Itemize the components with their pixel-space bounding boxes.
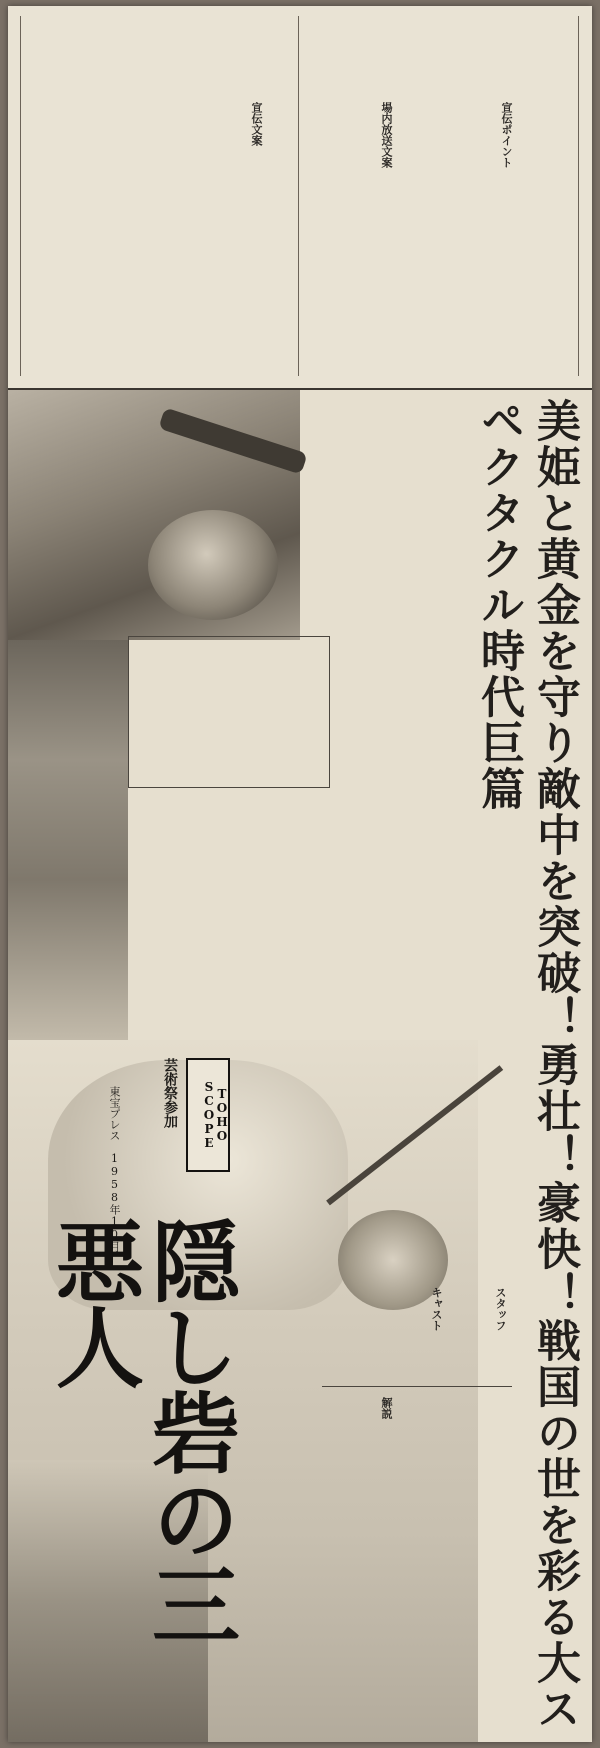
tohoscope-badge: TOHO SCOPE: [186, 1058, 230, 1172]
staff-label: スタッフ: [494, 1287, 507, 1331]
festival-label: 芸術祭参加: [162, 1058, 178, 1128]
warrior-photo: [8, 390, 300, 640]
battle-photo: [8, 640, 128, 1040]
press-sheet: [8, 6, 592, 1742]
credits-block: [322, 1287, 512, 1727]
caption-jonai-hoso: 場内放送文案: [380, 102, 393, 168]
press-issue: 東宝プレス 1958年10月: [108, 1086, 121, 1252]
caption-senden-bunan: 宣伝文案: [250, 102, 263, 146]
synopsis-label: 解説: [380, 1397, 393, 1419]
main-headline: 美姫と黄金を守り敵中を突破！勇壮！豪快！戦国の世を彩る大スペクタクル時代巨篇: [473, 398, 580, 1732]
caption-senden-point: 宣伝ポイント: [500, 102, 513, 168]
film-title: 隠し砦の三悪人: [42, 1216, 242, 1646]
boxed-article: [128, 636, 330, 788]
top-text-band: [8, 6, 592, 390]
cast-label: キャスト: [430, 1287, 443, 1331]
